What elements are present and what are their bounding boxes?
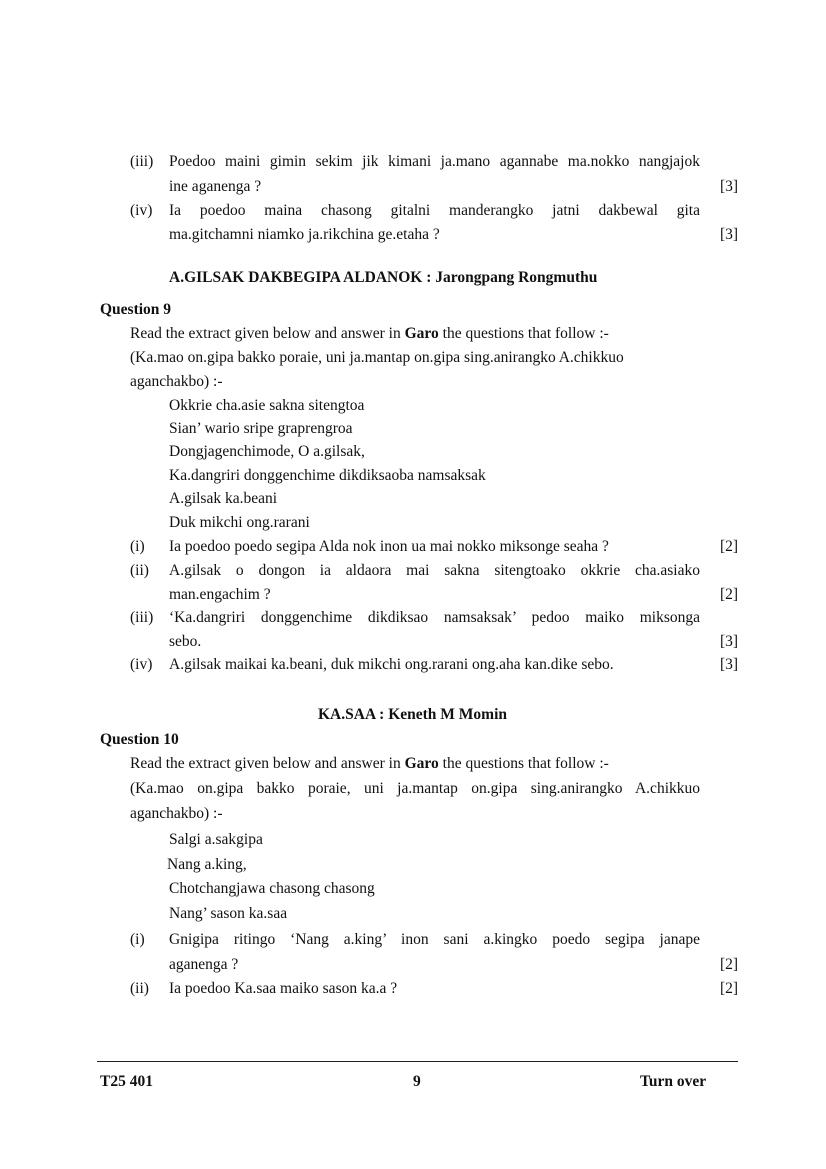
item-text-line: aganenga ?	[169, 956, 239, 973]
page-number: 9	[413, 1073, 421, 1090]
footer-rule	[97, 1061, 738, 1062]
item-text-line: ‘Ka.dangriri donggenchime dikdiksao namsaksak’ pedoo maiko miksonga	[169, 609, 700, 626]
marks: [3]	[720, 633, 739, 650]
marks: [2]	[720, 980, 739, 997]
verse-line: Chotchangjawa chasong chasong	[169, 880, 375, 897]
instruction: Read the extract given below and answer in Garo the questions that follow :-	[130, 325, 609, 342]
paper-code: T25 401	[100, 1073, 153, 1090]
item-number: (iii)	[130, 153, 154, 170]
item-number: (iv)	[130, 202, 153, 219]
garo-instruction-line: (Ka.mao on.gipa bakko poraie, uni ja.mantap on.gipa sing.anirangko A.chikkuo	[130, 349, 624, 366]
verse-line: Duk mikchi ong.rarani	[169, 514, 310, 531]
item-number: (iii)	[130, 609, 154, 626]
verse-line: Sian’ wario sripe graprengroa	[169, 420, 353, 437]
garo-instruction-line: aganchakbo) :-	[130, 805, 223, 822]
item-text-line: ma.gitchamni niamko ja.rikchina ge.etaha ?	[169, 226, 440, 243]
question-heading: Question 9	[100, 301, 172, 318]
item-number: (ii)	[130, 562, 149, 579]
verse-line: Nang’ sason ka.saa	[169, 905, 288, 922]
garo-instruction-line: (Ka.mao on.gipa bakko poraie, uni ja.mantap on.gipa sing.anirangko A.chikkuo	[130, 780, 700, 797]
marks: [2]	[720, 586, 739, 603]
item-text-line: Ia poedoo Ka.saa maiko sason ka.a ?	[169, 980, 398, 997]
item-text-line: sebo.	[169, 633, 202, 650]
question-heading: Question 10	[100, 731, 179, 748]
item-number: (ii)	[130, 980, 149, 997]
marks: [2]	[720, 538, 739, 555]
item-text-line: Gnigipa ritingo ‘Nang a.king’ inon sani a.kingko poedo segipa janape	[169, 931, 700, 948]
marks: [3]	[720, 656, 739, 673]
item-text-line: A.gilsak o dongon ia aldaora mai sakna sitengtoako okkrie cha.asiako	[169, 562, 700, 579]
verse-line: Salgi a.sakgipa	[169, 831, 263, 848]
item-text-line: A.gilsak maikai ka.beani, duk mikchi ong.rarani ong.aha kan.dike sebo.	[169, 656, 614, 673]
marks: [2]	[720, 956, 739, 973]
marks: [3]	[720, 178, 739, 195]
turn-over-label: Turn over	[640, 1073, 707, 1090]
verse-line: Nang a.king,	[167, 856, 247, 873]
item-number: (i)	[130, 538, 145, 555]
instruction: Read the extract given below and answer in Garo the questions that follow :-	[130, 755, 609, 772]
verse-line: A.gilsak ka.beani	[169, 490, 278, 507]
item-text-line: Ia poedoo poedo segipa Alda nok inon ua mai nokko miksonge seaha ?	[169, 538, 609, 555]
section-title: A.GILSAK DAKBEGIPA ALDANOK : Jarongpang Rongmuthu	[169, 269, 598, 286]
garo-instruction-line: aganchakbo) :-	[130, 373, 223, 390]
section-title: KA.SAA : Keneth M Momin	[318, 706, 508, 723]
item-number: (i)	[130, 931, 145, 948]
item-text-line: man.engachim ?	[169, 586, 271, 603]
item-text-line: Poedoo maini gimin sekim jik kimani ja.mano agannabe ma.nokko nangjajok	[169, 153, 700, 170]
verse-line: Dongjagenchimode, O a.gilsak,	[169, 443, 365, 460]
marks: [3]	[720, 226, 739, 243]
verse-line: Okkrie cha.asie sakna sitengtoa	[169, 397, 365, 414]
verse-line: Ka.dangriri donggenchime dikdiksaoba namsaksak	[169, 467, 486, 484]
item-text-line: ine aganenga ?	[169, 178, 262, 195]
item-number: (iv)	[130, 656, 153, 673]
item-text-line: Ia poedoo maina chasong gitalni manderangko jatni dakbewal gita	[169, 202, 700, 219]
